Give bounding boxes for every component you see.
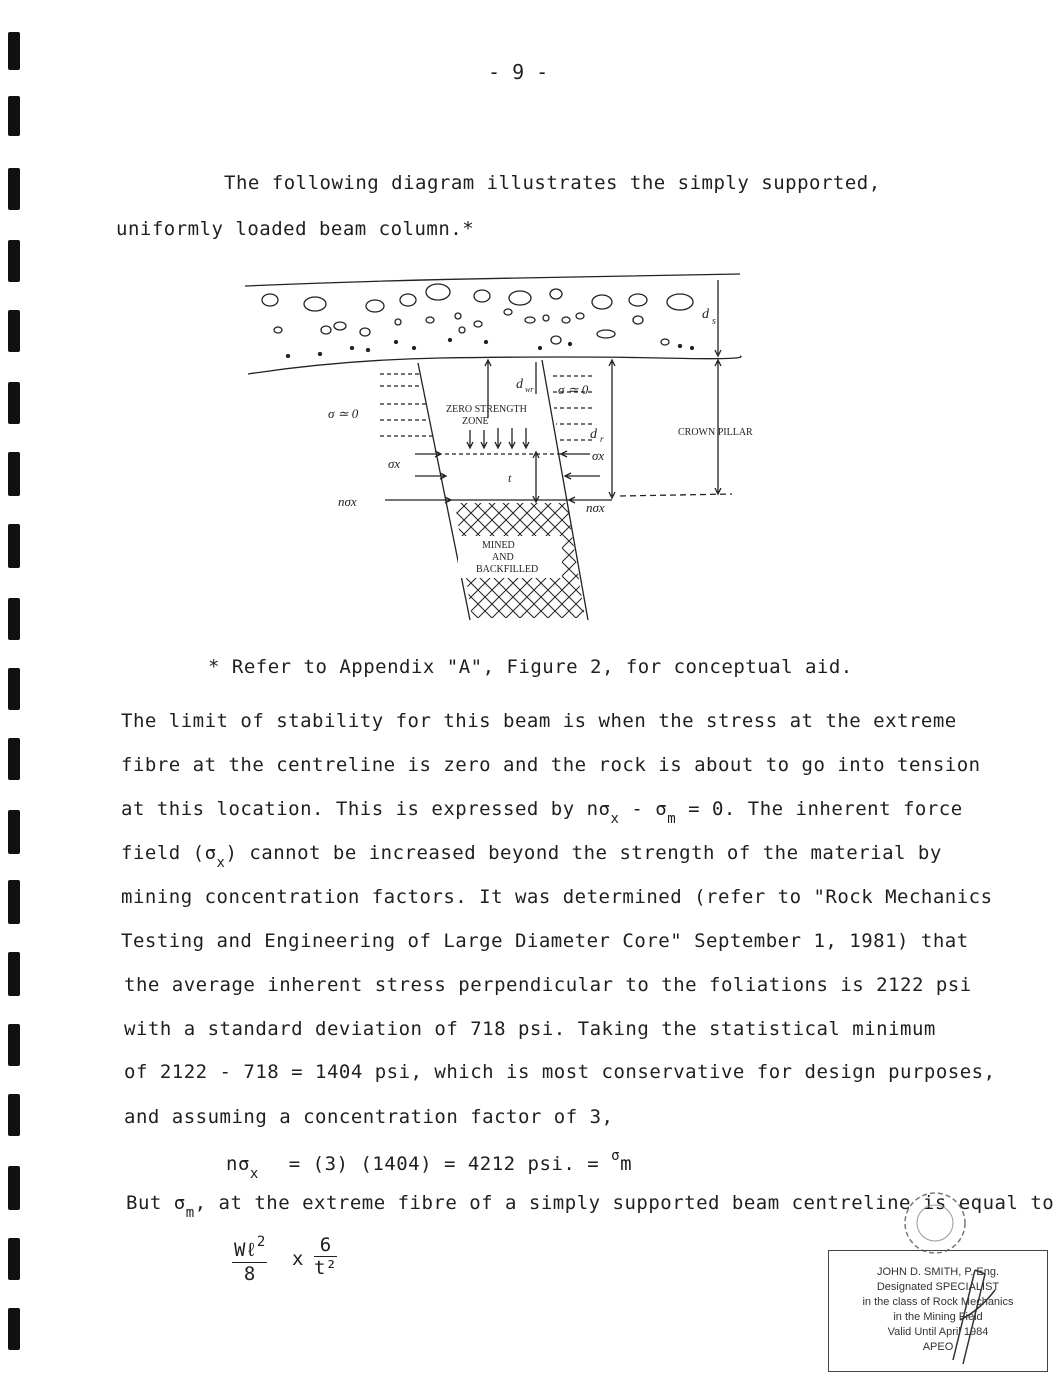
intro-line-1: The following diagram illustrates the simply supported, xyxy=(224,172,881,194)
equation-1: $n\sigma_x = (3) (1404) = 4212$ psi. = $^\sigma$m xyxy=(226,1148,633,1182)
crown-pillar-diagram xyxy=(240,268,800,628)
ds-sub: s xyxy=(712,316,716,327)
para-line-3: at this location. This is expressed by $n\sigma_x - \sigma_m = 0$. The inherent force xyxy=(121,798,963,827)
sigma-x-right: σx xyxy=(592,448,605,463)
t-label: t xyxy=(508,471,512,485)
stamp-line-3: in the class of Rock Mechanics xyxy=(862,1296,1014,1308)
down-arrows xyxy=(467,428,529,448)
signature xyxy=(935,1260,1015,1370)
mined-label-1: MINED xyxy=(482,540,515,551)
stamp-line-4: in the Mining Field xyxy=(893,1311,983,1323)
mined-label-3: BACKFILLED xyxy=(476,564,539,575)
surface-line xyxy=(245,274,740,286)
dr-label: d xyxy=(590,427,597,442)
intro-line-2: uniformly loaded beam column.* xyxy=(116,218,475,240)
para-line-6: Testing and Engineering of Large Diameter Core" September 1, 1981) that xyxy=(121,930,969,952)
bedrock-line xyxy=(248,356,741,374)
stamp-line-2: Designated SPECIALIST xyxy=(876,1281,1000,1293)
fraction-wl2-over-8: Wℓ$^2$ 8 xyxy=(234,1234,266,1285)
para-line-9: of 2122 - 718 = 1404 psi, which is most conservative for design purposes, xyxy=(124,1061,996,1083)
footnote: * Refer to Appendix "A", Figure 2, for conceptual aid. xyxy=(208,656,853,678)
dwr-sub: wr xyxy=(525,385,534,394)
sigma-x-left: σx xyxy=(388,456,401,471)
dwr-label: d xyxy=(516,377,523,392)
para-line-1: The limit of stability for this beam is when the stress at the extreme xyxy=(121,710,957,732)
but-line: But $\sigma_m$, at the extreme fibre of a simply supported beam centreline is equal to xyxy=(126,1192,1055,1221)
zone-label: ZONE xyxy=(462,416,489,427)
n-sigma-x-left: nσx xyxy=(338,494,357,509)
para-line-7: the average inherent stress perpendicular to the foliations is 2122 psi xyxy=(124,974,972,996)
fraction-6-over-t2: 6 t² xyxy=(314,1234,337,1279)
para-line-2: fibre at the centreline is zero and the rock is about to go into tension xyxy=(121,754,981,776)
stamp-line-5: Valid Until April 1984 xyxy=(887,1326,989,1338)
dr-sub: r xyxy=(600,434,604,444)
zero-strength-label: ZERO STRENGTH xyxy=(446,404,527,415)
sigma-zero-right: σ ≃ 0 xyxy=(558,382,589,397)
stamp-line-1: JOHN D. SMITH, P. Eng. xyxy=(876,1266,1000,1278)
para-line-4: field $(\sigma_x)$ cannot be increased beyond the strength of the material by xyxy=(121,842,942,871)
engineer-seal-icon xyxy=(880,1175,990,1255)
crown-pillar-label: CROWN PILLAR xyxy=(678,427,753,438)
times-sign: x xyxy=(292,1248,304,1270)
para-line-10: and assuming a concentration factor of 3, xyxy=(124,1106,614,1128)
overburden-pebbles xyxy=(262,284,694,358)
sigma-zero-left: σ ≃ 0 xyxy=(328,406,359,421)
page-number: - 9 - xyxy=(488,60,549,84)
stamp-line-6: APEO xyxy=(922,1341,954,1353)
para-line-8: with a standard deviation of 718 psi. Taking the statistical minimum xyxy=(124,1018,936,1040)
mined-label-2: AND xyxy=(492,552,514,563)
stope-wall-left xyxy=(418,363,470,620)
para-line-5: mining concentration factors. It was determined (refer to "Rock Mechanics xyxy=(121,886,993,908)
n-sigma-x-right: nσx xyxy=(586,500,605,515)
ds-label: d xyxy=(702,307,709,322)
